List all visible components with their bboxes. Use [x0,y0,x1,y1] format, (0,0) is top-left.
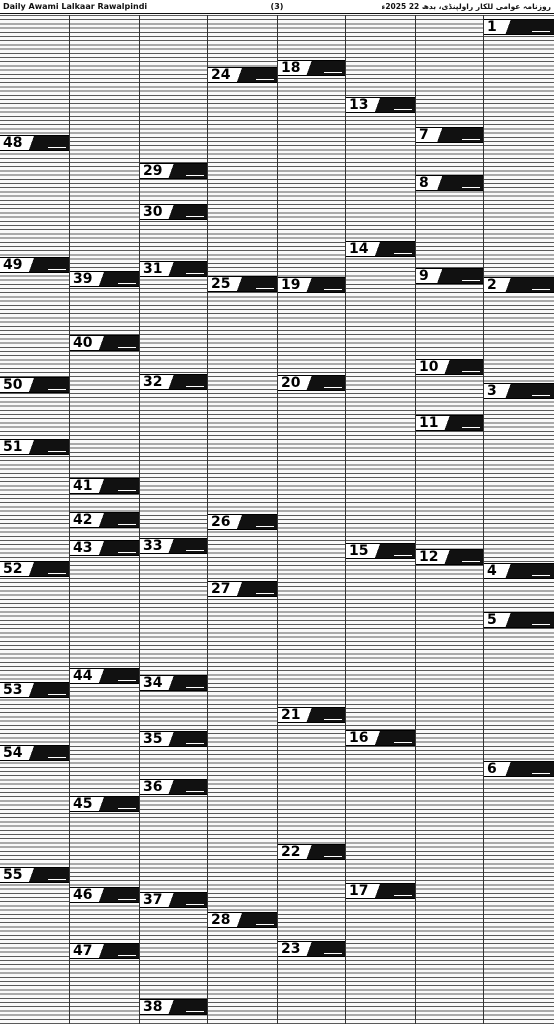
ad-banner-shape [441,360,484,374]
ad-banner-shape [500,278,554,292]
ad-banner-shape [165,780,208,794]
ad-banner-shape [500,564,554,578]
ad-number: 5 [484,613,500,627]
ad-header-47 [70,943,140,959]
ad-banner-shape [371,242,416,256]
ad-number: 26 [208,515,233,529]
ad-banner-shape [233,582,278,596]
ad-banner-shape [233,913,278,927]
ad-number: 25 [208,277,233,291]
ad-banner-shape [233,515,278,529]
ad-number: 42 [70,513,95,527]
ad-banner-shape [165,732,208,746]
ad-header-5 [484,612,554,628]
ad-number: 54 [0,746,25,760]
ad-banner-shape [95,669,140,683]
ad-banner-shape [95,888,140,902]
page-number: (3) [270,2,284,11]
ad-header-12 [416,549,484,565]
ad-banner-shape [371,884,416,898]
ad-banner-shape [500,20,554,34]
ad-header-31 [140,261,208,277]
ad-number: 45 [70,797,95,811]
ad-number: 17 [346,884,371,898]
ad-header-50 [0,377,70,393]
ad-header-8 [416,175,484,191]
ad-header-18 [278,60,346,76]
ad-number: 11 [416,416,441,430]
ad-banner-shape [500,613,554,627]
ad-header-55 [0,867,70,883]
ad-banner-shape [165,262,208,276]
ad-banner-shape [165,205,208,219]
ad-banner-shape [25,258,70,272]
ad-header-7 [416,127,484,143]
ad-banner-shape [371,98,416,112]
ad-header-42 [70,512,140,528]
ad-number: 52 [0,562,25,576]
ad-number: 36 [140,780,165,794]
ad-number: 12 [416,550,441,564]
ad-header-30 [140,204,208,220]
ad-number: 4 [484,564,500,578]
ad-number: 34 [140,676,165,690]
ad-banner-shape [95,944,140,958]
ad-header-13 [346,97,416,113]
ad-banner-shape [25,378,70,392]
ad-number: 23 [278,942,303,956]
ad-header-4 [484,563,554,579]
ad-number: 47 [70,944,95,958]
ad-banner-shape [432,176,484,190]
ad-number: 20 [278,376,303,390]
ad-header-27 [208,581,278,597]
ad-number: 40 [70,336,95,350]
ad-banner-shape [95,797,140,811]
column-3 [140,15,208,1024]
ad-banner-shape [441,416,484,430]
ad-header-11 [416,415,484,431]
ad-banner-shape [500,384,554,398]
column-4 [208,15,278,1024]
ad-header-34 [140,675,208,691]
ad-number: 19 [278,278,303,292]
ad-number: 13 [346,98,371,112]
ad-number: 28 [208,913,233,927]
ad-header-38 [140,999,208,1015]
ad-header-23 [278,941,346,957]
ad-header-6 [484,761,554,777]
ad-header-21 [278,707,346,723]
ad-number: 37 [140,893,165,907]
ad-banner-shape [165,676,208,690]
ad-header-37 [140,892,208,908]
ad-banner-shape [25,562,70,576]
ad-banner-shape [303,942,346,956]
ad-header-26 [208,514,278,530]
ad-number: 21 [278,708,303,722]
ad-header-35 [140,731,208,747]
ad-header-39 [70,271,140,287]
ad-header-1 [484,19,554,35]
ad-banner-shape [25,746,70,760]
ad-header-46 [70,887,140,903]
ad-header-40 [70,335,140,351]
ad-header-9 [416,268,484,284]
ad-banner-shape [95,513,140,527]
column-5 [278,15,346,1024]
ad-header-3 [484,383,554,399]
ad-header-25 [208,276,278,292]
ad-number: 1 [484,20,500,34]
ad-banner-shape [165,164,208,178]
ad-header-19 [278,277,346,293]
ad-number: 24 [208,68,233,82]
ad-banner-shape [95,272,140,286]
ad-banner-shape [25,868,70,882]
ad-header-20 [278,375,346,391]
ad-header-33 [140,538,208,554]
ad-banner-shape [233,277,278,291]
ad-header-54 [0,745,70,761]
column-2 [70,15,140,1024]
ad-header-45 [70,796,140,812]
ad-number: 46 [70,888,95,902]
ad-header-29 [140,163,208,179]
ad-header-53 [0,682,70,698]
ad-header-2 [484,277,554,293]
ad-number: 7 [416,128,432,142]
ad-number: 18 [278,61,303,75]
ad-header-16 [346,730,416,746]
ad-header-22 [278,844,346,860]
ad-banner-shape [441,550,484,564]
ad-banner-shape [371,731,416,745]
ad-header-15 [346,543,416,559]
ad-banner-shape [25,440,70,454]
ad-banner-shape [165,1000,208,1014]
ad-banner-shape [432,269,484,283]
masthead-strip [0,0,554,14]
ad-number: 32 [140,375,165,389]
ad-number: 43 [70,541,95,555]
column-6 [346,15,416,1024]
ad-header-32 [140,374,208,390]
ad-number: 8 [416,176,432,190]
ad-number: 15 [346,544,371,558]
column-1 [0,15,70,1024]
ad-number: 9 [416,269,432,283]
ad-number: 14 [346,242,371,256]
ad-number: 49 [0,258,25,272]
ad-number: 29 [140,164,165,178]
ad-number: 51 [0,440,25,454]
newspaper-title: Daily Awami Lalkaar Rawalpindi [3,2,148,11]
ad-header-48 [0,135,70,151]
ad-header-44 [70,668,140,684]
ad-banner-shape [165,539,208,553]
ad-number: 39 [70,272,95,286]
ad-header-51 [0,439,70,455]
ad-banner-shape [165,375,208,389]
ad-number: 27 [208,582,233,596]
ad-banner-shape [165,893,208,907]
ad-banner-shape [303,61,346,75]
ad-header-17 [346,883,416,899]
ad-number: 31 [140,262,165,276]
ad-number: 48 [0,136,25,150]
ad-header-36 [140,779,208,795]
ad-header-24 [208,67,278,83]
ad-banner-shape [500,762,554,776]
ad-number: 53 [0,683,25,697]
ad-number: 50 [0,378,25,392]
urdu-date-line: روزنامہ عوامی للکار راولپنڈی، بدھ 22 2025ء [381,2,551,11]
ad-number: 33 [140,539,165,553]
ad-banner-shape [371,544,416,558]
ad-header-10 [416,359,484,375]
ad-number: 3 [484,384,500,398]
ad-header-49 [0,257,70,273]
ad-header-14 [346,241,416,257]
ad-header-28 [208,912,278,928]
ad-number: 44 [70,669,95,683]
column-8 [484,15,554,1024]
ad-banner-shape [303,278,346,292]
ad-banner-shape [303,376,346,390]
classified-columns [0,15,554,1024]
ad-banner-shape [25,136,70,150]
ad-number: 10 [416,360,441,374]
ad-number: 30 [140,205,165,219]
ad-banner-shape [95,479,140,493]
ad-number: 2 [484,278,500,292]
ad-number: 38 [140,1000,165,1014]
ad-banner-shape [25,683,70,697]
ad-header-41 [70,478,140,494]
column-7 [416,15,484,1024]
ad-banner-shape [233,68,278,82]
ad-number: 41 [70,479,95,493]
ad-banner-shape [303,708,346,722]
ad-header-52 [0,561,70,577]
ad-number: 55 [0,868,25,882]
ad-number: 6 [484,762,500,776]
ad-number: 22 [278,845,303,859]
ad-banner-shape [95,336,140,350]
ad-header-43 [70,540,140,556]
ad-number: 35 [140,732,165,746]
ad-banner-shape [303,845,346,859]
ad-banner-shape [432,128,484,142]
ad-banner-shape [95,541,140,555]
ad-number: 16 [346,731,371,745]
